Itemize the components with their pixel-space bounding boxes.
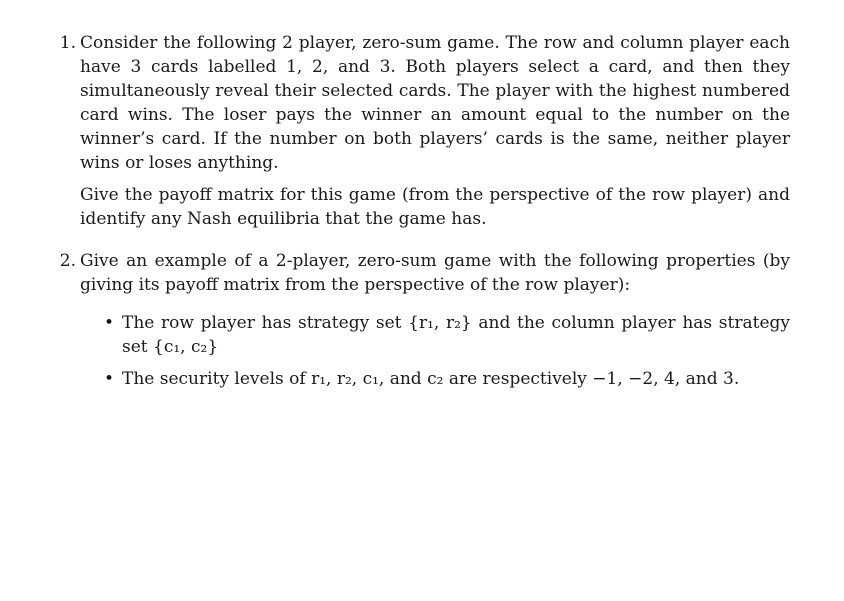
problem-number: 1. — [59, 33, 76, 53]
problem-number: 2. — [59, 251, 76, 271]
bullet-text: The row player has strategy set {r₁, r₂} and the column player has strategy set {c₁, c₂} — [122, 313, 790, 357]
bullet-item — [103, 367, 790, 391]
problem-paragraph: Consider the following 2 player, zero-sum game. The row and column player each have 3 cards labelled 1, 2, and 3. Both players select a card, and then they simultaneously reveal their selected cards. The player with the highest numbered card wins. The loser pays the winner an amount equal to the number on the winner’s card. If the number on both players’ cards is the same, neither player wins or loses anything. — [80, 33, 790, 173]
problem-paragraph: Give the payoff matrix for this game (from the perspective of the row player) and identify any Nash equilibria that the game has. — [80, 185, 790, 229]
problem-body — [80, 249, 790, 391]
bullet-text: The security levels of r₁, r₂, c₁, and c₂ are respectively −1, −2, 4, and 3. — [122, 369, 740, 389]
bullet-list — [80, 311, 790, 391]
problem-2 — [50, 249, 790, 391]
bullet-dot-icon: • — [103, 369, 115, 389]
problem-body — [80, 31, 790, 231]
problem-1 — [50, 31, 790, 231]
problem-paragraph: Give an example of a 2-player, zero-sum game with the following properties (by giving its payoff matrix from the perspective of the row player): — [80, 251, 790, 295]
bullet-dot-icon: • — [103, 313, 115, 333]
bullet-item — [103, 311, 790, 359]
